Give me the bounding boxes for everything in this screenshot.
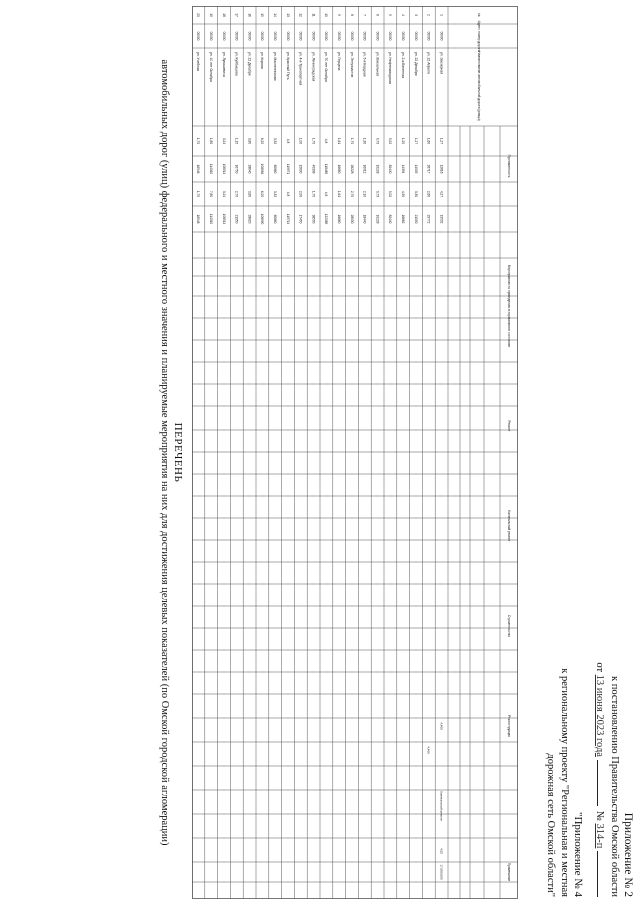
- table-border: [193, 7, 518, 899]
- table-cell-text: 28640: [247, 164, 252, 174]
- table-cell-text: 15: [260, 13, 265, 17]
- table-cell-text: ул. Учебная: [196, 52, 201, 71]
- table-cell-text: 1,27: [439, 137, 444, 145]
- table-cell-text: ул. Красный Путь: [285, 52, 290, 80]
- table-cell-text: 38500: [311, 214, 316, 224]
- header-cell-text: Наименование автомобильной дороги (улицы): [477, 51, 481, 121]
- date-prefix: от: [594, 662, 605, 673]
- table-cell-text: 119714: [285, 213, 290, 225]
- table-cell-text: 9: [337, 14, 341, 16]
- table-cell-text: 3,80: [247, 137, 252, 145]
- table-cell-text: 28030: [349, 214, 354, 224]
- table-cell-text: ул. 2-я Взлетная: [401, 52, 405, 78]
- annex-project-end: дорожная сеть Омской области": [545, 753, 556, 897]
- table-cell-text: ул. 22 Апреля: [426, 52, 431, 74]
- table-cell-text: 11: [311, 13, 316, 17]
- table-cell-text: 1,70: [349, 137, 354, 145]
- table-cell-text: 00000: [260, 31, 265, 41]
- table-cell-text: 00000: [401, 31, 405, 41]
- table-cell-text: 5: [388, 14, 393, 16]
- table-cell-text: ул. 10 лет Октября: [209, 52, 213, 82]
- table-cell-text: 3,32: [273, 137, 277, 145]
- table-cell-text: 00000: [388, 31, 393, 41]
- resolution-date: 13 июня 2023 года: [594, 674, 605, 757]
- header-cell-text: Ремонт: [507, 420, 511, 432]
- table-cell-text: ул. 22 Декабря: [413, 52, 418, 76]
- table-cell-text: 10228: [375, 164, 380, 174]
- table-cell-text: 4: [401, 14, 405, 16]
- table-cell-text: 13: [285, 13, 290, 17]
- table-cell-text: 4,27: [439, 190, 444, 198]
- table-cell-text: ул. Заозерная: [439, 52, 444, 75]
- table-cell-text: 00000: [196, 31, 201, 41]
- table-cell-text: 19592: [439, 214, 444, 224]
- table-cell-text: 00000: [311, 31, 316, 41]
- table-cell-text: 108984: [260, 163, 265, 175]
- table-cell-text: 1,30: [362, 137, 367, 145]
- table-cell-text: 60860: [273, 164, 277, 174]
- table-cell-text: 2,60: [426, 190, 431, 198]
- annex-project: к региональному проекту "Региональная и местная: [559, 668, 570, 897]
- table-cell-text: 16660: [337, 214, 341, 224]
- table-cell-text: 26717: [426, 164, 431, 174]
- table-cell-text: 14005: [413, 164, 418, 174]
- table-cell-text: 6,20: [260, 190, 265, 198]
- table-cell-text: 16750: [234, 164, 239, 174]
- table-cell-text: 10: [324, 13, 329, 17]
- table-cell-text: 2,70: [349, 190, 354, 198]
- table-cell-text: 00000: [234, 31, 239, 41]
- table-cell-text: 20: [196, 13, 201, 17]
- table-cell-text: 1,80: [209, 137, 213, 145]
- table-cell-text: 00000: [439, 31, 444, 41]
- appendix-resolution: к постановлению Правительства Омской области: [609, 676, 620, 897]
- table-cell-text: 4,8: [324, 138, 329, 144]
- table-cell-text: 00000: [362, 31, 367, 41]
- table-cell-text: 82440: [388, 164, 393, 174]
- table-cell-text: 00000: [349, 31, 354, 41]
- table-cell-text: 60860: [273, 214, 277, 224]
- table-cell-text: 3,32: [273, 190, 277, 198]
- table-cell-text: ул. Ленинградская: [311, 52, 316, 82]
- table-cell-text: 106514: [221, 213, 226, 225]
- table-cell-text: 4,30: [401, 190, 405, 198]
- table-cell-text: 0,79: [375, 137, 380, 145]
- table-cell-text: 00000: [337, 31, 341, 41]
- table-cell-text: 00000: [298, 31, 303, 41]
- table-cell-text: 2,10: [362, 190, 367, 198]
- table-cell-text: 2,70: [234, 190, 239, 198]
- table-cell-text: ул. 70 лет Октября: [324, 52, 329, 82]
- table-cell-text: 18: [221, 13, 226, 17]
- appendix-date-line: [594, 662, 606, 897]
- table-cell-text: 17,050,000: [439, 864, 444, 880]
- table-cell-text: ул. Лукашевича: [221, 52, 226, 77]
- table-cell-text: 1,70: [311, 190, 316, 198]
- table-cell-text: ул. Куйбышева: [234, 52, 239, 76]
- table-cell-text: 00000: [273, 31, 277, 41]
- table-cell-text: 7: [362, 14, 367, 16]
- table-cell-text: 17: [234, 13, 239, 17]
- table-cell-text: 10228: [375, 214, 380, 224]
- table-cell-text: 17450: [298, 214, 303, 224]
- table-cell-text: 3,80: [247, 190, 252, 198]
- number-blank: [597, 851, 606, 897]
- table-cell-text: 1,61: [337, 190, 341, 198]
- table-cell-text: 1,70: [196, 137, 201, 145]
- table-cell-text: ул. 5-я Кордная: [362, 52, 367, 77]
- table-cell-text: 1,61: [337, 137, 341, 145]
- table-cell-text: 4,02: [439, 848, 444, 854]
- table-cell-text: 16546: [196, 164, 201, 174]
- table-cell-text: ул. 4-я Транспортная: [298, 52, 303, 86]
- table-cell-text: 16660: [337, 164, 341, 174]
- table-cell-text: 14: [273, 13, 277, 17]
- table-cell-text: 26228: [349, 164, 354, 174]
- table-cell-text: 16012: [362, 164, 367, 174]
- table-cell-text: 82440: [388, 214, 393, 224]
- table-cell-text: 16662: [401, 214, 405, 224]
- table-cell-text: 118485: [324, 163, 329, 175]
- table-cell-text: 1,60: [426, 137, 431, 145]
- table-cell-text: ул. Энтузиастов: [349, 52, 354, 78]
- table-cell-text: Капитальный ремонт: [439, 791, 444, 821]
- table-cell-text: 00000: [209, 31, 213, 41]
- table-cell-text: 00000: [324, 31, 329, 41]
- table-cell-text: 6,20: [260, 137, 265, 145]
- table-cell-text: 16548: [196, 214, 201, 224]
- table-cell-text: 1,70: [196, 190, 201, 198]
- table-cell-text: 6: [375, 14, 380, 16]
- table-cell-text: ул. 22 Декабря: [247, 52, 252, 76]
- table-cell-text: 114310: [209, 213, 213, 225]
- table-cell-text: 1,00: [298, 137, 303, 145]
- table-cell-text: 00000: [221, 31, 226, 41]
- table-cell-text: 2,00: [298, 190, 303, 198]
- table-cell-text: 16: [247, 13, 252, 17]
- table-cell-text: 00000: [285, 31, 290, 41]
- table-cell-text: 1,15: [234, 137, 239, 145]
- appendix-title: Приложение № 2: [622, 812, 634, 897]
- table-cell-text: 00000: [413, 31, 418, 41]
- table-cell-text: 14394: [401, 164, 405, 174]
- resolution-number: 314-п: [594, 823, 605, 849]
- table-cell-text: 108990: [260, 213, 265, 225]
- number-prefix: №: [594, 810, 605, 821]
- table-cell-text: 15690: [298, 164, 303, 174]
- header-cell-text: Протяженность: [507, 154, 511, 178]
- table-cell-text: 28620: [247, 214, 252, 224]
- table-cell-text: 2: [426, 14, 431, 16]
- table-cell-text: 40308: [311, 164, 316, 174]
- table-cell-text: 1,27: [413, 137, 418, 145]
- table-cell-text: 119971: [285, 163, 290, 175]
- table-cell-text: 00000: [247, 31, 252, 41]
- table-cell-text: 1: [439, 14, 444, 16]
- table-cell-text: 8: [349, 14, 354, 16]
- header-cell-text: Примечание: [507, 862, 511, 882]
- table-cell-text: 3: [413, 14, 418, 16]
- table-cell-text: 18440: [362, 214, 367, 224]
- table-cell-text: 4,400: [426, 746, 431, 754]
- table-cell-text: 4,8: [285, 191, 290, 197]
- table-cell-text: 0,79: [375, 190, 380, 198]
- table-cell-text: ул. Герцена: [337, 52, 341, 71]
- table-cell-text: 12: [298, 13, 303, 17]
- table-cell-text: 7,80: [209, 190, 213, 198]
- table-cell-text: 29772: [426, 214, 431, 224]
- table-cell-text: ул. Кирова: [260, 52, 265, 69]
- table-cell-text: 5,02: [388, 190, 393, 198]
- document-subtitle: автомобильных дорог (улиц) федерального и местного значения и планируемые мероприятия на них для достижения целевых показателей (по Омской городской агломерации): [159, 59, 170, 846]
- header-cell-text: Строительство: [507, 614, 511, 638]
- table-cell-text: 19: [209, 13, 213, 17]
- date-blank: [597, 760, 606, 806]
- table-cell-text: 114310: [209, 163, 213, 175]
- table-cell-text: ул. Вокзальная: [375, 52, 380, 76]
- table-cell-text: 3,24: [221, 190, 226, 198]
- table-cell-text: 1,70: [311, 137, 316, 145]
- header-cell-text: Идент. номер дороги: [477, 20, 481, 52]
- table-cell-text: 1,20: [401, 137, 405, 145]
- header-cell-text: Капитальный ремонт: [507, 510, 511, 542]
- table-cell-text: 3,30: [413, 190, 418, 198]
- table-cell-text: 4,400: [439, 722, 444, 730]
- table-cell-text: ул. Масленникова: [273, 52, 277, 81]
- table-cell-text: 21950: [234, 214, 239, 224]
- table-cell-text: ул. Нефтезаводская: [388, 52, 393, 84]
- table-cell-text: 12616: [439, 164, 444, 174]
- header-cell-text: Мероприятия по приведению в нормативное состояние: [507, 264, 511, 348]
- annex-title: "Приложение № 4: [572, 811, 584, 897]
- table-cell-text: 5,02: [388, 137, 393, 145]
- table-cell-text: 122385: [324, 213, 329, 225]
- table-cell-text: 106514: [221, 163, 226, 175]
- table-cell-text: 00000: [375, 31, 380, 41]
- table-cell-text: 00000: [426, 31, 431, 41]
- table-cell-text: 4,8: [324, 191, 329, 197]
- table-cell-text: 4,8: [285, 138, 290, 144]
- table-cell-text: 3,24: [221, 137, 226, 145]
- roads-table: [192, 6, 518, 899]
- table-cell-text: 21000: [413, 214, 418, 224]
- header-cell-text: Реконструкция: [507, 715, 511, 737]
- document-title: ПЕРЕЧЕНЬ: [172, 422, 184, 483]
- header-cell-text: №: [477, 13, 481, 17]
